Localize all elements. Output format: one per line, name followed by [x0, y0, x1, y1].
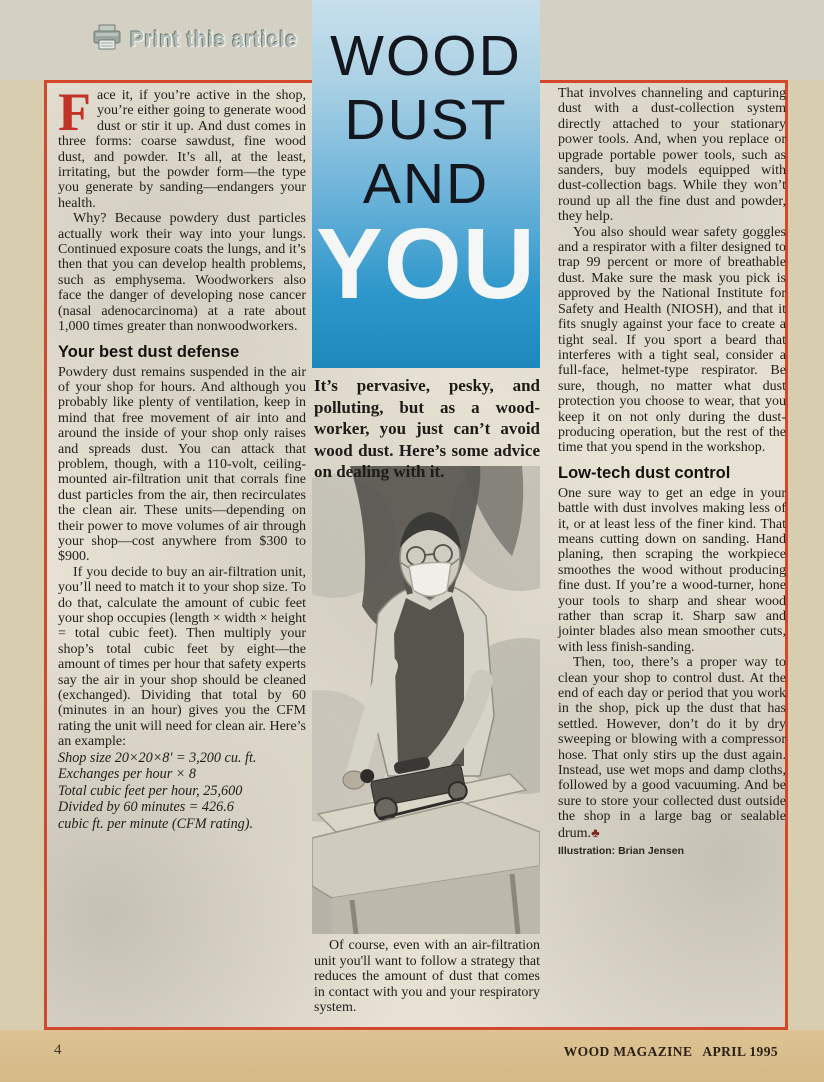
title-word-dust: DUST	[344, 88, 508, 152]
tree-end-mark-icon: ♣	[591, 824, 600, 840]
body-paragraph: If you decide to buy an air-filtration unit, you’ll need to match it to your shop size. To do that, calculate the amount of cubic feet your shop occupies (length × width × height = total cubic feet). Then multiply your shop’s total cubic feet by eight—the amount of times per hour that safety experts say the air in your shop should be cleaned (exchanged). Dividing that total by 60 (minutes in an hour) gives you the CFM rating the unit will need for clean air. Here’s an example:	[58, 564, 306, 750]
example-line: cubic ft. per minute (CFM rating).	[58, 816, 254, 833]
body-paragraph: Of course, even with an air-filtration unit you'll want to follow a strategy that reduces the amount of dust that comes in contact with you and your respiratory system.	[314, 938, 540, 1016]
example-line: Shop size 20×20×8' = 3,200 cu. ft.	[58, 749, 257, 766]
example-line: Divided by 60 minutes = 426.6	[58, 799, 234, 816]
woodworker-illustration	[312, 466, 540, 934]
standfirst: It’s pervasive, pesky, and polluting, but as a wood-worker, you just can’t avoid wood dust. Here’s some advice on dealing with it.	[314, 376, 540, 481]
body-paragraph: You also should wear safety goggles and a respirator with a filter designed to trap 99 percent or more of breathable dust. Make sure the mask you pick is approved by the National Institute for Safety and Health (NIOSH), and that it fits snugly against your face to create a tight seal. If you sport a beard that interferes with a tight seal, consider a full-face, helmet-type respirator. Be sure, though, no matter what dust protection you choose to wear, that you keep it on not only during the dust-producing operation, but the rest of the time that you spend in the workshop.	[558, 224, 786, 456]
section-heading-low-tech: Low-tech dust control	[558, 463, 731, 482]
example-line: Total cubic feet per hour, 25,600	[58, 782, 243, 799]
page-number: 4	[54, 1042, 62, 1058]
column-right	[558, 86, 786, 857]
drop-cap: F	[58, 82, 91, 142]
title-word-wood: WOOD	[330, 24, 522, 88]
illustration-credit: Illustration: Brian Jensen	[558, 845, 685, 858]
example-line: Exchanges per hour × 8	[58, 766, 197, 783]
page-title-block	[312, 0, 540, 368]
issue-date: APRIL 1995	[702, 1044, 778, 1059]
body-paragraph: Then, too, there’s a proper way to clean your shop to control dust. At the end of each day or period that you work in the shop, pick up the dust that has settled. However, don’t do it by dry sweeping or blowing with a compressor hose. That only stirs up the dust again. Instead, use wet mops and damp cloths, followed by a good vacuuming. And be sure to store your collected dust outside the shop in a large bag or sealable drum.♣	[558, 655, 786, 841]
title-word-you: YOU	[316, 208, 536, 320]
column-left	[58, 82, 306, 833]
print-button-label: Print this article	[130, 27, 298, 51]
body-paragraph: One sure way to get an edge in your battle with dust involves making less of it, or at least less of the finer kind. That means cutting down on sanding. Hand planing, then scraping the workpiece smoothes the wood without producing fine dust. If you’re a wood-turner, hone your tools to sharp and shear wood rather than scrap it. Sharp saw and jointer blades also mean smoother cuts, with less finish-sanding.	[558, 485, 786, 655]
printer-icon	[92, 24, 122, 55]
body-paragraph: Powdery dust remains suspended in the air of your shop for hours. And although you probably like plenty of ventilation, keep in mind that free movement of air into and around the inside of your shop only raises and spreads dust. You can attack that problem, though, with a 110-volt, ceiling-mounted air-filtration unit that corrals fine dust particles from the air, then recirculates the clean air. These units—depending on their power to move volumes of air through your shop—cost anywhere from $300 to $900.	[58, 364, 306, 565]
column-middle-closing	[314, 938, 540, 1016]
title-word-and: AND	[362, 152, 490, 216]
section-heading-dust-defense: Your best dust defense	[58, 342, 240, 361]
print-article-button[interactable]	[92, 24, 298, 55]
body-paragraph: Why? Because powdery dust particles actually work their way into your lungs. Continued exposure coats the lungs, and it’s then that you can develop health problems, such as emphysema. Woodworkers also face the danger of developing nose cancer (nasal adenocarcinoma) at a rate about 1,000 times greater than nonwoodworkers.	[58, 211, 306, 335]
body-paragraph: That involves channeling and capturing dust with a dust-collection system directly attached to your stationary power tools. And, when you replace or upgrade portable power tools, such as sanders, buy models equipped with dust-collection bags. While they won’t round up all the fine dust and powder, they help.	[558, 86, 786, 225]
cfm-example	[58, 750, 306, 833]
magazine-name: WOOD MAGAZINE	[563, 1044, 693, 1059]
footer-magazine-info	[554, 1044, 778, 1060]
body-paragraph: Face it, if you’re active in the shop, you’re either going to generate wood dust or stir it up. And dust comes in three forms: coarse sawdust, fine wood dust, and powder. It’s all, at the least, irritating, but the powder form—the type you generate by sanding—endangers your health.	[58, 82, 306, 211]
